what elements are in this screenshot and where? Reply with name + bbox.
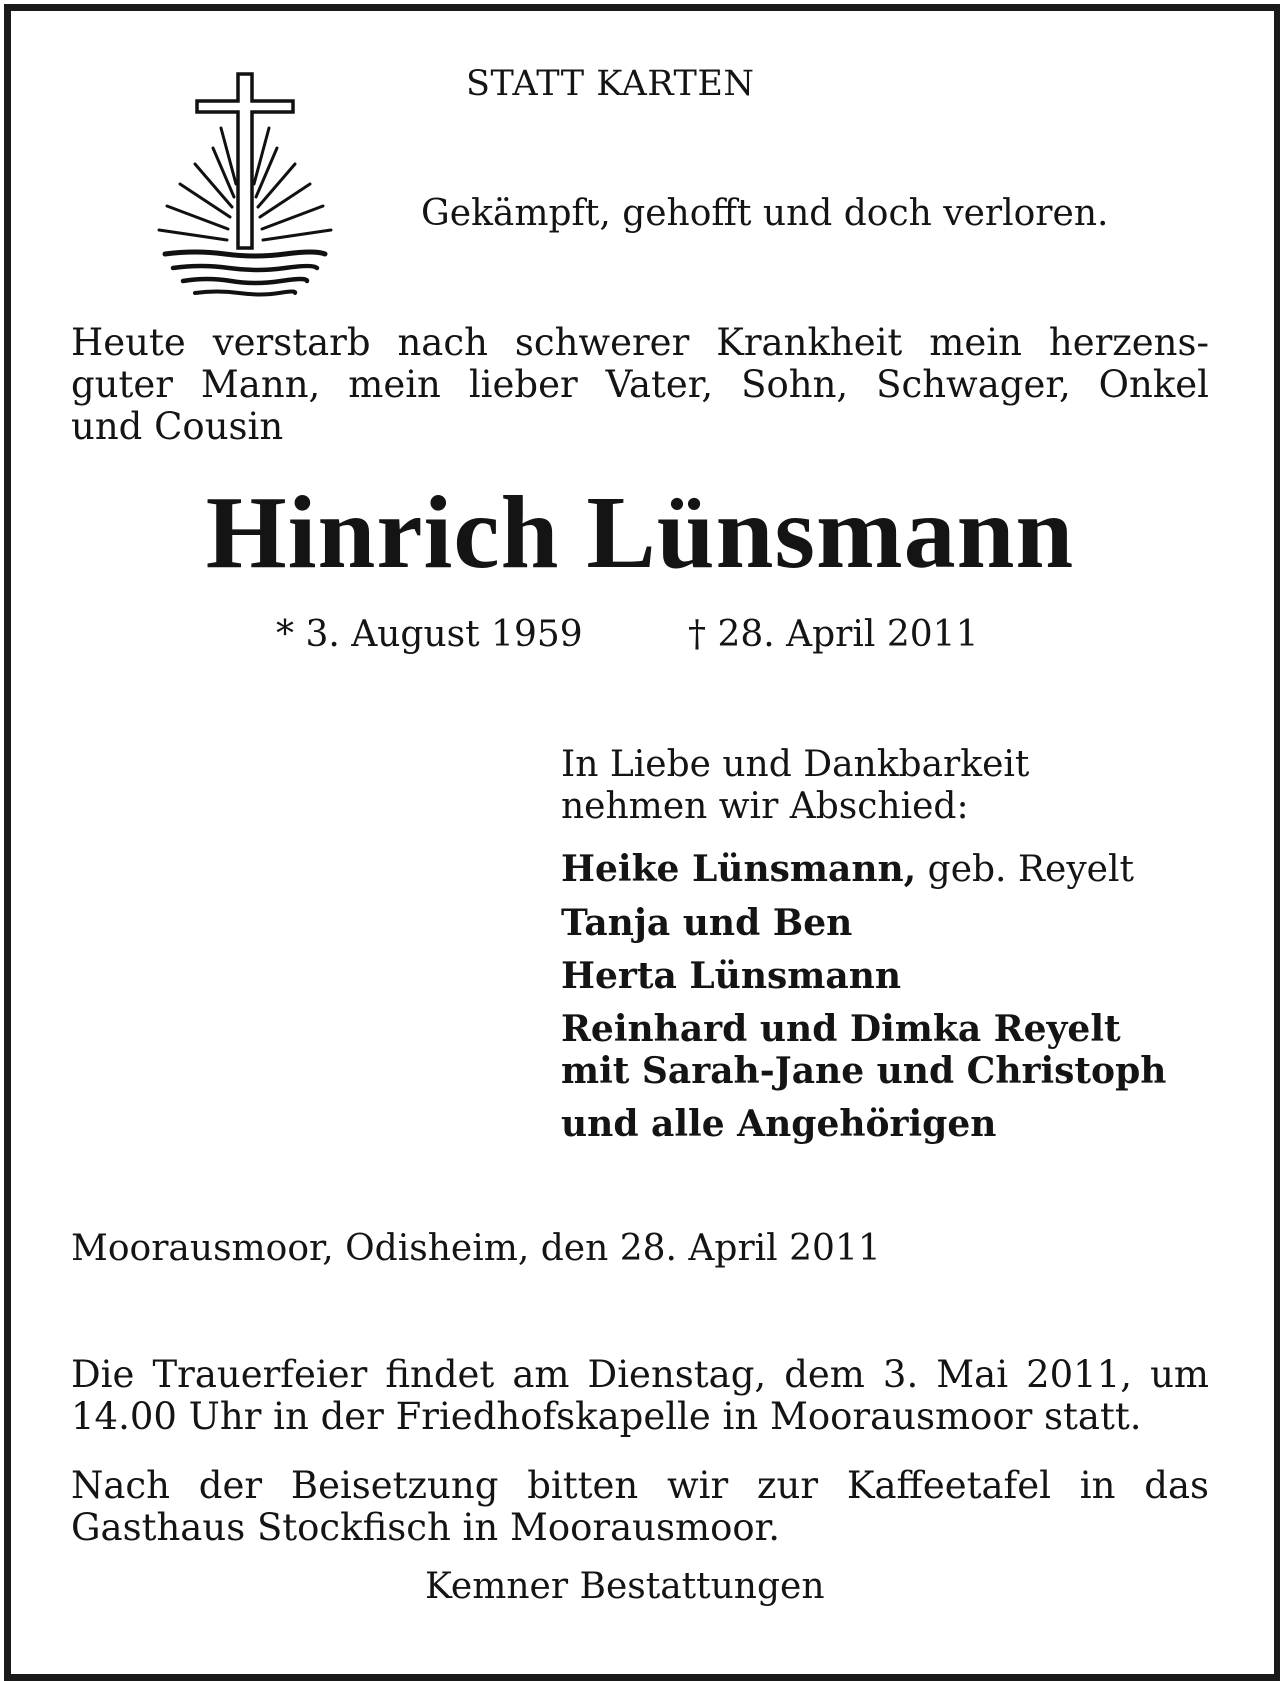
motto: Gekämpft, gehofft und doch verloren.	[421, 193, 1109, 234]
reception-line: Gasthaus Stockfisch in Moorausmoor.	[71, 1506, 780, 1549]
intro-paragraph	[71, 322, 1209, 448]
mourners-list	[561, 848, 1166, 1145]
mourner-mother: Herta Lünsmann	[561, 955, 902, 997]
mourner-wife	[561, 848, 1166, 891]
deceased-name: Hinrich Lünsmann	[205, 475, 1075, 590]
mourner-in-laws: Reinhard und Dimka Reyelt	[561, 1008, 1121, 1050]
ceremony-info	[71, 1354, 1209, 1438]
intro-line: und Cousin	[71, 405, 284, 448]
farewell-text	[561, 744, 1029, 828]
header-statt-karten: STATT KARTEN	[466, 64, 755, 104]
birth-date: * 3. August 1959	[276, 614, 583, 655]
mourner-wife-maiden-name: geb. Reyelt	[916, 849, 1134, 890]
mourner-wife-name: Heike Lünsmann,	[561, 848, 917, 890]
cross-with-sunrise-icon	[155, 72, 335, 302]
mourner-in-laws-children: mit Sarah-Jane und Christoph	[561, 1050, 1167, 1092]
farewell-line: In Liebe und Dankbarkeit	[561, 744, 1030, 785]
ceremony-line: Die Trauerfeier findet am Dienstag, dem 3. Mai 2011, um	[71, 1353, 1209, 1396]
reception-info	[71, 1465, 1209, 1549]
undertaker: Kemner Bestattungen	[425, 1566, 825, 1607]
intro-line: Heute verstarb nach schwerer Krankheit mein herzens-	[71, 321, 1209, 364]
intro-line: guter Mann, mein lieber Vater, Sohn, Schwager, Onkel	[71, 363, 1209, 406]
mourner-children: Tanja und Ben	[561, 902, 853, 944]
ceremony-line: 14.00 Uhr in der Friedhofskapelle in Moorausmoor statt.	[71, 1395, 1142, 1438]
place-and-date: Moorausmoor, Odisheim, den 28. April 2011	[71, 1228, 881, 1269]
death-date: † 28. April 2011	[688, 614, 979, 655]
reception-line: Nach der Beisetzung bitten wir zur Kaffeetafel in das	[71, 1464, 1209, 1507]
mourner-relatives: und alle Angehörigen	[561, 1103, 997, 1145]
farewell-line: nehmen wir Abschied:	[561, 786, 969, 827]
